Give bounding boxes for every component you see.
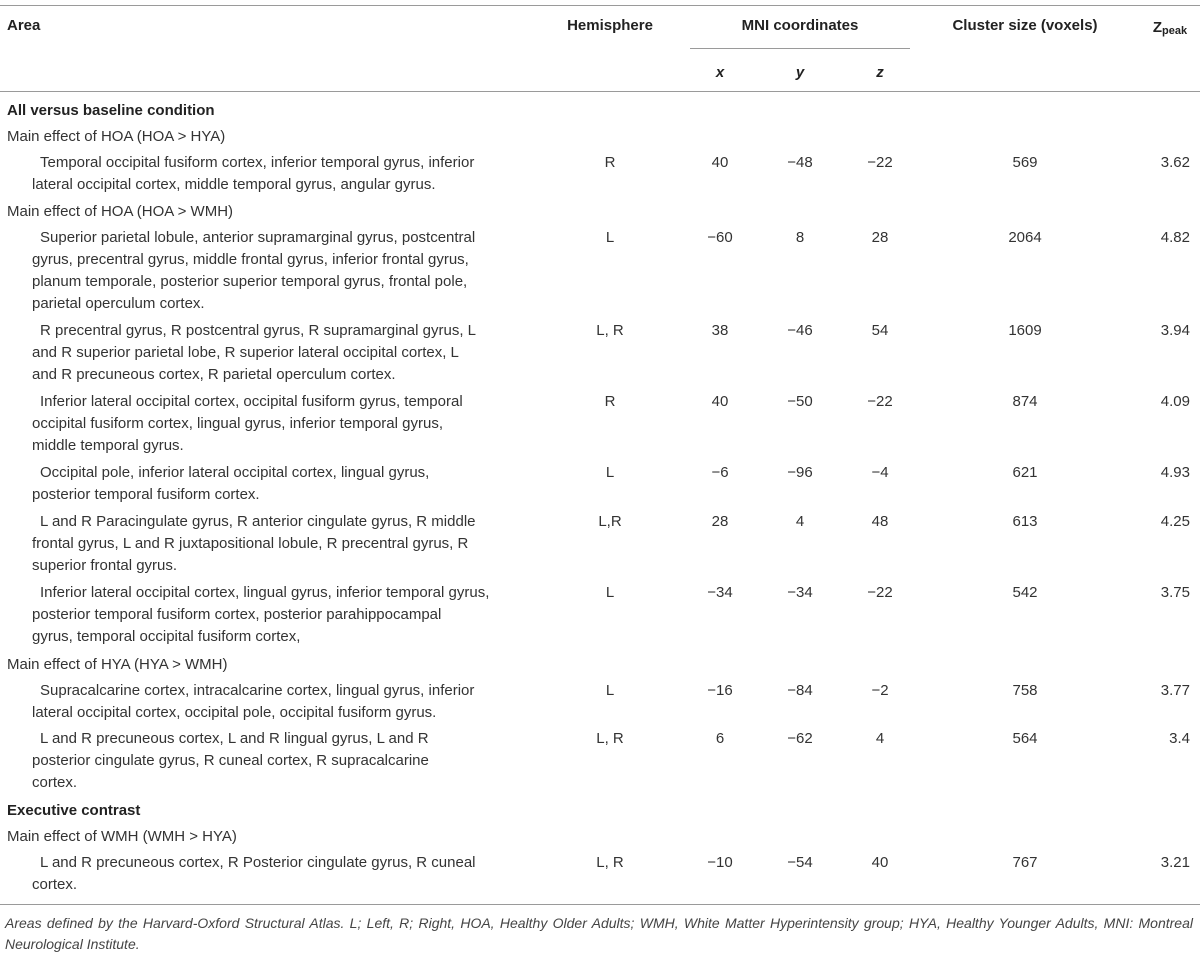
- hemisphere-cell: R: [604, 393, 616, 411]
- area-cell: [32, 728, 520, 794]
- area-line: occipital fusiform cortex, lingual gyrus, inferior temporal gyrus,: [32, 415, 443, 433]
- z-peak-cell: 3.21: [1160, 853, 1190, 871]
- z-cell: 28: [871, 228, 889, 246]
- x-cell: −6: [711, 464, 729, 482]
- x-cell: −16: [707, 681, 733, 699]
- y-cell: −54: [787, 853, 813, 871]
- z-cell: −22: [867, 584, 893, 602]
- header-x: x: [715, 64, 725, 81]
- z-cell: 54: [871, 322, 889, 340]
- z-peak-cell: 3.94: [1160, 322, 1190, 340]
- area-cell: [32, 462, 520, 506]
- area-line: posterior cingulate gyrus, R cuneal cortex, R supracalcarine: [32, 752, 429, 770]
- area-line: middle temporal gyrus.: [32, 437, 184, 455]
- area-line: R precentral gyrus, R postcentral gyrus, R supramarginal gyrus, L: [40, 322, 477, 340]
- hemisphere-cell: L: [605, 228, 615, 246]
- table-footnote: Areas defined by the Harvard-Oxford Structural Atlas. L; Left, R; Right, HOA, Healthy Older Adults; WMH, White Matter Hyperintensity group; HYA, Healthy Younger Adults, MNI: Montreal Neurological Institute.: [5, 915, 1193, 952]
- mni-header-rule: [690, 48, 910, 49]
- x-cell: 38: [711, 322, 729, 340]
- z-cell: 48: [871, 513, 889, 531]
- y-cell: −48: [787, 154, 813, 171]
- hemisphere-cell: R: [604, 154, 616, 171]
- area-line: lateral occipital cortex, occipital pole, occipital fusiform gyrus.: [32, 703, 437, 721]
- area-cell: [32, 391, 520, 457]
- hemisphere-cell: L: [605, 681, 615, 699]
- x-cell: 28: [711, 513, 729, 531]
- header-cluster-size: Cluster size (voxels): [952, 17, 1098, 34]
- area-line: Supracalcarine cortex, intracalcarine cortex, lingual gyrus, inferior: [40, 681, 475, 699]
- area-line: Superior parietal lobule, anterior supramarginal gyrus, postcentral: [40, 228, 476, 246]
- header-hemisphere: Hemisphere: [567, 17, 653, 34]
- header-y: y: [795, 64, 805, 81]
- y-cell: −62: [787, 730, 813, 748]
- area-line: parietal operculum cortex.: [32, 294, 205, 312]
- section-heading: All versus baseline condition: [7, 102, 215, 119]
- z-cell: −22: [867, 154, 893, 171]
- z-cell: 4: [875, 730, 885, 748]
- area-line: cortex.: [32, 774, 78, 792]
- z-peak-cell: 4.25: [1160, 513, 1190, 531]
- area-line: Temporal occipital fusiform cortex, inferior temporal gyrus, inferior: [40, 154, 475, 171]
- area-line: posterior temporal fusiform cortex, posterior parahippocampal: [32, 606, 442, 624]
- cluster-size-cell: 564: [1012, 730, 1038, 748]
- cluster-size-cell: 2064: [1008, 228, 1042, 246]
- area-cell: [32, 852, 520, 896]
- x-cell: −34: [707, 584, 733, 602]
- area-line: L and R precuneous cortex, R Posterior cingulate gyrus, R cuneal: [40, 853, 476, 871]
- area-cell: [32, 152, 520, 196]
- cluster-size-cell: 758: [1012, 681, 1038, 699]
- header-bottom-rule: [0, 91, 1200, 92]
- area-cell: [32, 680, 520, 724]
- hemisphere-cell: L: [605, 464, 615, 482]
- area-line: Inferior lateral occipital cortex, lingual gyrus, inferior temporal gyrus,: [40, 584, 490, 602]
- area-line: frontal gyrus, L and R juxtapositional lobule, R precentral gyrus, R: [32, 535, 469, 553]
- effect-heading: Main effect of HYA (HYA > WMH): [7, 655, 228, 673]
- hemisphere-cell: L: [605, 584, 615, 602]
- y-cell: −84: [787, 681, 813, 699]
- area-cell: [32, 511, 520, 577]
- z-peak-cell: 3.77: [1160, 681, 1190, 699]
- area-line: superior frontal gyrus.: [32, 557, 178, 575]
- x-cell: −60: [707, 228, 733, 246]
- area-line: gyrus, precentral gyrus, middle frontal gyrus, inferior frontal gyrus,: [32, 250, 469, 268]
- z-peak-cell: 4.93: [1160, 464, 1190, 482]
- effect-heading: Main effect of HOA (HOA > WMH): [7, 202, 234, 220]
- header-z-peak: [1140, 19, 1200, 36]
- header-z: z: [876, 64, 884, 81]
- area-cell: [32, 582, 520, 648]
- x-cell: −10: [707, 853, 733, 871]
- z-cell: −22: [867, 393, 893, 411]
- y-cell: −34: [787, 584, 813, 602]
- header-mni-coordinates: MNI coordinates: [741, 17, 859, 34]
- x-cell: 40: [711, 393, 729, 411]
- area-cell: [32, 227, 520, 315]
- y-cell: 4: [795, 513, 805, 531]
- y-cell: −96: [787, 464, 813, 482]
- effect-heading: Main effect of HOA (HOA > HYA): [7, 128, 226, 145]
- area-line: Occipital pole, inferior lateral occipital cortex, lingual gyrus,: [40, 464, 430, 482]
- y-cell: 8: [795, 228, 805, 246]
- area-line: planum temporale, posterior superior temporal gyrus, frontal pole,: [32, 272, 468, 290]
- area-line: and R superior parietal lobe, R superior lateral occipital cortex, L: [32, 344, 459, 362]
- effect-heading: Main effect of WMH (WMH > HYA): [7, 827, 237, 845]
- area-line: L and R Paracingulate gyrus, R anterior cingulate gyrus, R middle: [40, 513, 476, 531]
- table-top-rule: [0, 5, 1200, 6]
- hemisphere-cell: L,R: [598, 513, 622, 531]
- z-peak-cell: 4.82: [1160, 228, 1190, 246]
- z-peak-cell: 3.75: [1160, 584, 1190, 602]
- area-line: and R precuneous cortex, R parietal operculum cortex.: [32, 366, 396, 384]
- y-cell: −46: [787, 322, 813, 340]
- y-cell: −50: [787, 393, 813, 411]
- cluster-size-cell: 1609: [1008, 322, 1042, 340]
- x-cell: 40: [711, 154, 729, 171]
- hemisphere-cell: L, R: [596, 322, 624, 340]
- area-cell: [32, 320, 520, 386]
- z-peak-cell: 4.09: [1160, 393, 1190, 411]
- cluster-size-cell: 613: [1012, 513, 1038, 531]
- header-z-sub: peak: [1162, 25, 1188, 37]
- z-cell: −2: [871, 681, 889, 699]
- area-line: cortex.: [32, 875, 78, 893]
- hemisphere-cell: L, R: [596, 853, 624, 871]
- header-area: Area: [7, 17, 41, 34]
- header-z-main: Z: [1152, 19, 1163, 36]
- cluster-size-cell: 542: [1012, 584, 1038, 602]
- x-cell: 6: [715, 730, 725, 748]
- cluster-size-cell: 767: [1012, 853, 1038, 871]
- area-line: posterior temporal fusiform cortex.: [32, 486, 260, 504]
- z-peak-cell: 3.4: [1169, 730, 1190, 748]
- z-cell: −4: [871, 464, 889, 482]
- cluster-size-cell: 621: [1012, 464, 1038, 482]
- cluster-size-cell: 874: [1012, 393, 1038, 411]
- z-peak-cell: 3.62: [1160, 154, 1190, 171]
- cluster-size-cell: 569: [1012, 154, 1038, 171]
- table-bottom-rule: [0, 904, 1200, 905]
- z-cell: 40: [871, 853, 889, 871]
- hemisphere-cell: L, R: [596, 730, 624, 748]
- area-line: L and R precuneous cortex, L and R lingual gyrus, L and R: [40, 730, 429, 748]
- area-line: lateral occipital cortex, middle temporal gyrus, angular gyrus.: [32, 176, 436, 193]
- section-heading: Executive contrast: [7, 801, 141, 819]
- area-line: gyrus, temporal occipital fusiform cortex,: [32, 628, 301, 646]
- area-line: Inferior lateral occipital cortex, occipital fusiform gyrus, temporal: [40, 393, 463, 411]
